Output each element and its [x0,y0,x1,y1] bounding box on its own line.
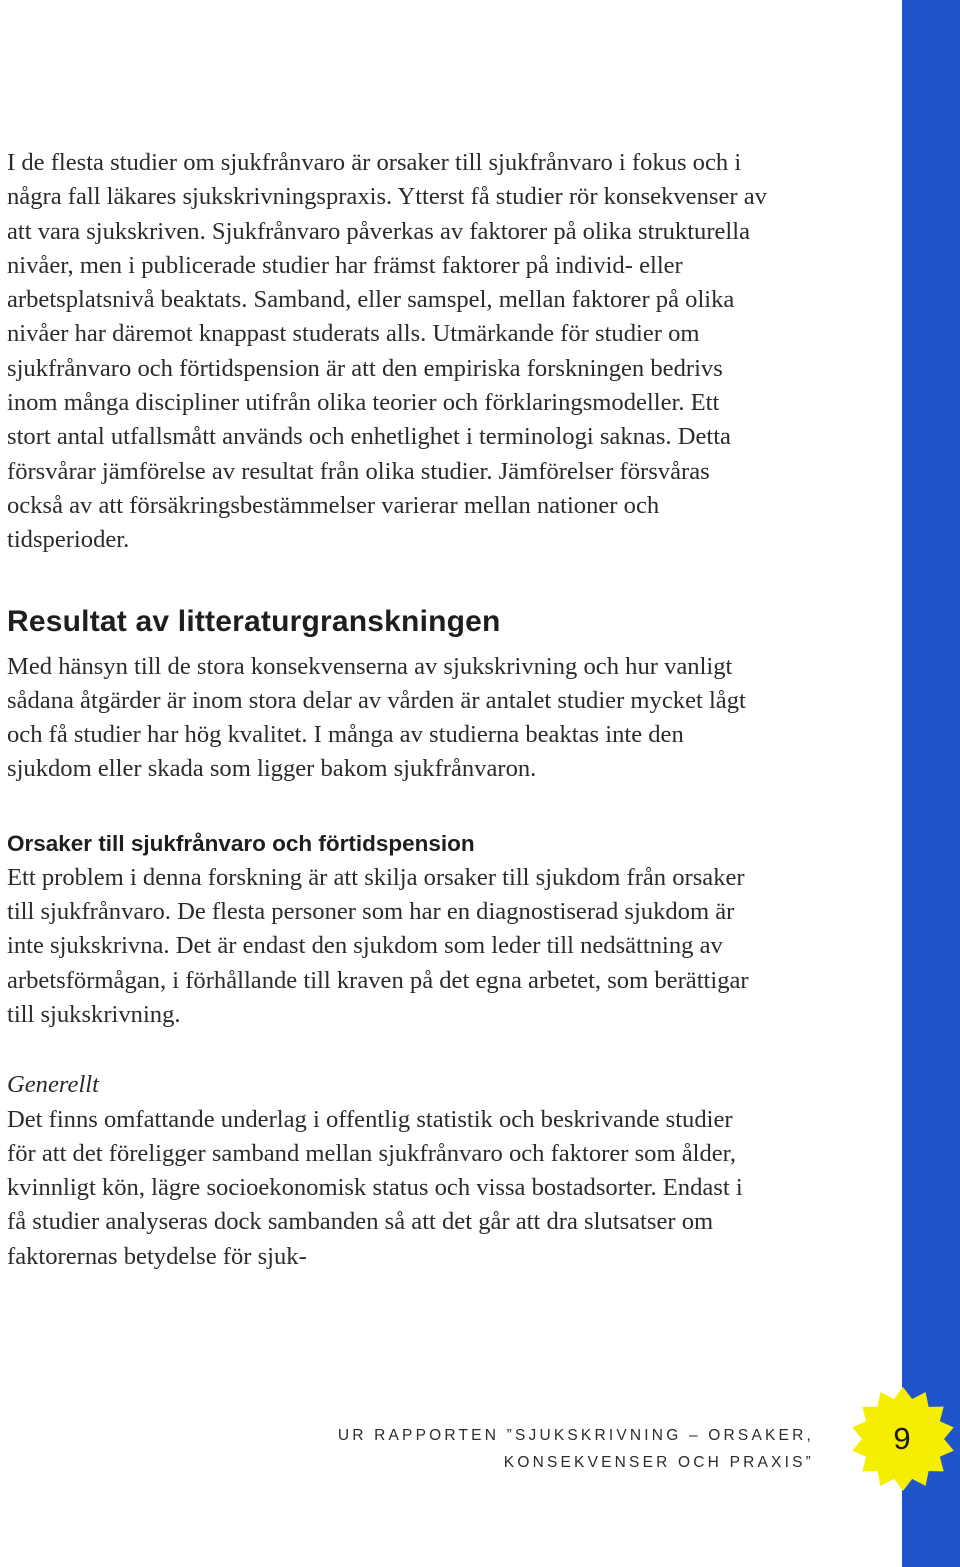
causes-paragraph: Ett problem i denna forskning är att skilja orsaker till sjukdom från orsaker till sjukfrånvaro. De flesta personer som har en diagnostiserad sjukdom är inte sjukskrivna. Det är endast den sjukdom som leder till nedsättning av arbetsförmågan, i förhållande till kraven på det egna arbetet, som berättigar till sjukskrivning. [7,863,749,1028]
subsection-heading: Orsaker till sjukfrånvaro och förtidspension [7,830,475,856]
page-content [7,146,767,1274]
page-number: 9 [893,1421,911,1456]
footer-line-2: KONSEKVENSER OCH PRAXIS” [503,1454,814,1471]
blue-sidebar-strip [902,0,960,1567]
general-paragraph: Det finns omfattande underlag i offentlig statistik och beskrivande studier för att det föreligger samband mellan sjukfrånvaro och faktorer som ålder, kvinnligt kön, lägre socioekonomisk status och vissa bostadsorter. Endast i få studier analyseras dock sambanden så att det går att dra slutsatser om faktorernas betydelse för sjuk- [7,1105,743,1270]
intro-paragraph: I de flesta studier om sjukfrånvaro är orsaker till sjukfrånvaro i fokus och i några fall läkares sjukskrivningspraxis. Ytterst få studier rör konsekvenser av att vara sjukskriven. Sjukfrånvaro påverkas av faktorer på olika strukturella nivåer, men i publicerade studier har främst faktorer på individ- eller arbetsplatsnivå beaktats. Samband, eller samspel, mellan faktorer på olika nivåer har däremot knappast studerats alls. Utmärkande för studier om sjukfrånvaro och förtidspension är att den empiriska forskningen bedrivs inom många discipliner utifrån olika teorier och förklaringsmodeller. Ett stort antal utfallsmått används och enhetlighet i terminologi saknas. Detta försvårar jämförelse av resultat från olika studier. Jämförelser försvåras också av att försäkringsbestämmelser varierar mellan nationer och tidsperioder. [7,149,767,554]
italic-subheading: Generellt [7,1071,99,1099]
footer-source-note [338,1422,814,1476]
results-paragraph: Med hänsyn till de stora konsekvenserna av sjukskrivning och hur vanligt sådana åtgärder är inom stora delar av vården är antalet studier mycket lågt och få studier har hög kvalitet. I många av studierna beaktas inte den sjukdom eller skada som ligger bakom sjukfrånvaron. [7,652,746,783]
footer-line-1: UR RAPPORTEN ”SJUKSKRIVNING – ORSAKER, [337,1427,814,1444]
section-heading: Resultat av litteraturgranskningen [7,604,501,638]
